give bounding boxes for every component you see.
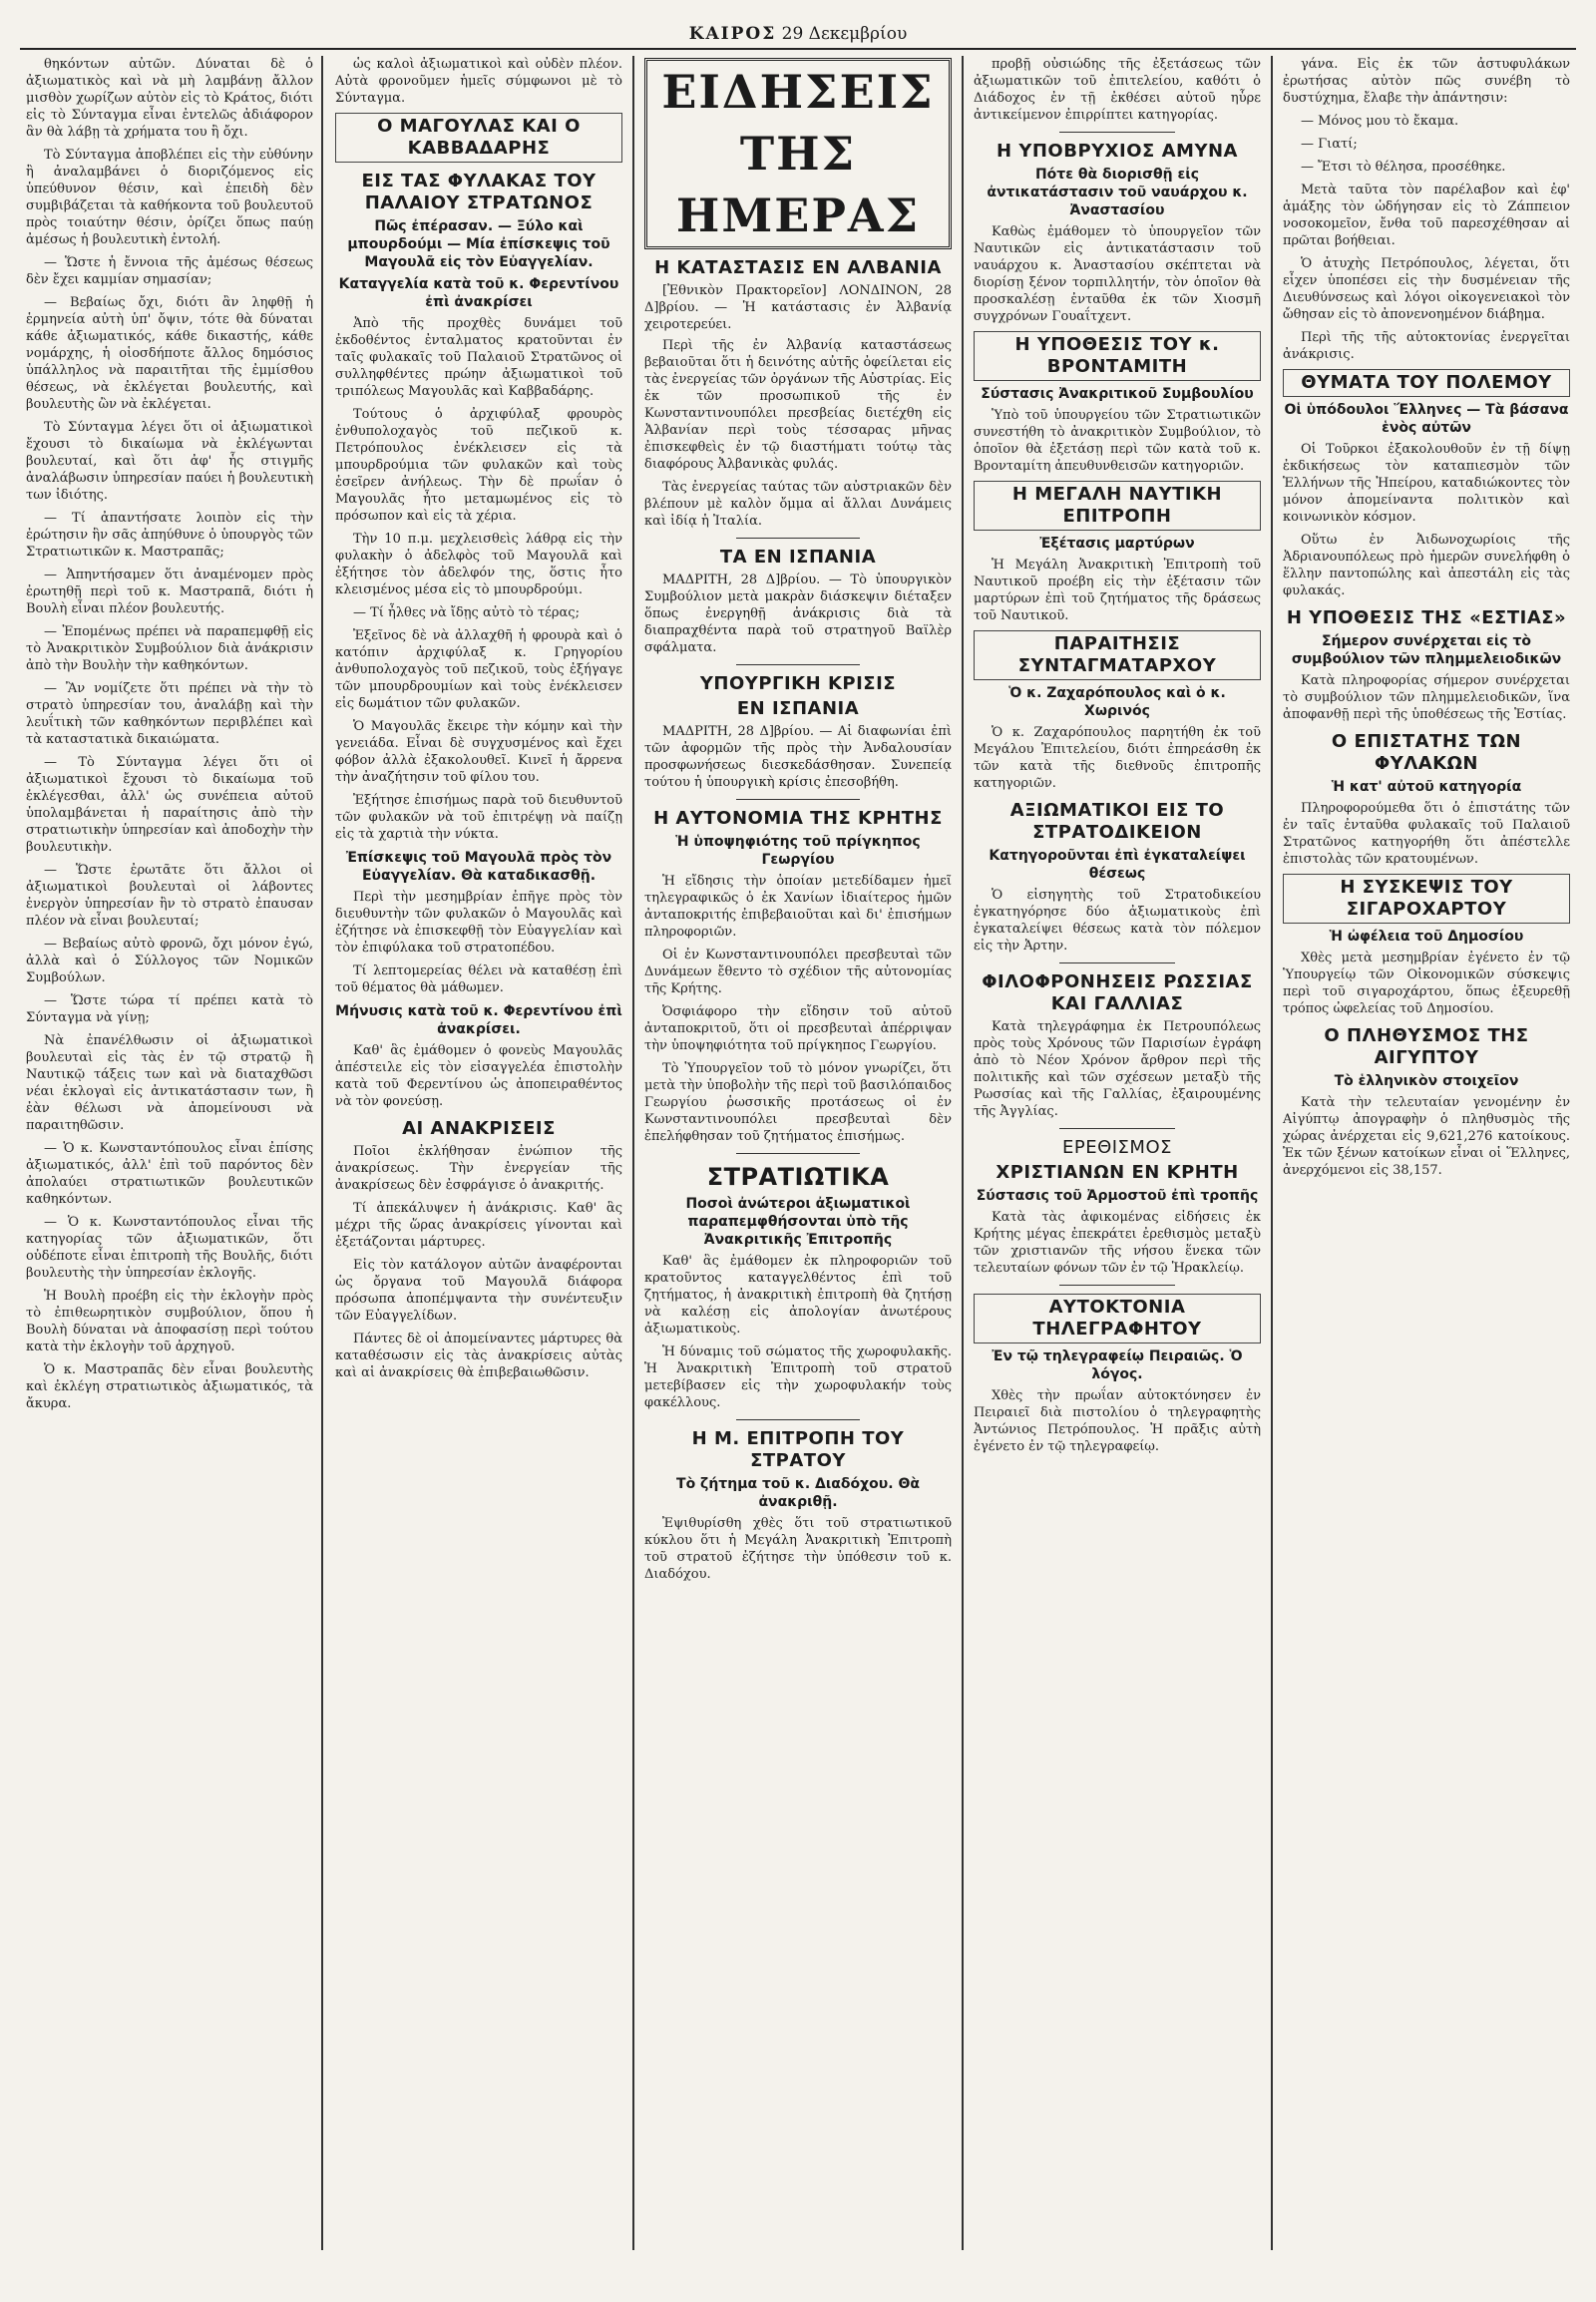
column-rule [321,56,323,2250]
headline-naval-committee: Η ΜΕΓΑΛΗ ΝΑΥΤΙΚΗ ΕΠΙΤΡΟΠΗ [974,481,1261,531]
article-paragraph: Χθὲς τὴν πρωΐαν αὐτοκτόνησεν ἐν Πειραιεῖ διὰ πιστολίου ὁ τηλεγραφητὴς Ἀντώνιος Πετρόπουλος. Ἡ πρᾶξις αὐτὴ ἐγένετο ἐν τῷ τηλεγραφείῳ. [974,1388,1261,1454]
article-paragraph: Ὀσφιάφορο τὴν εἴδησιν τοῦ αὐτοῦ ἀνταποκριτοῦ, ὅτι οἱ πρεσβευταὶ ἀπέρριψαν τὴν ὑποψηφιότητα τοῦ πρίγκηπος Γεωργίου. [644,1004,952,1053]
article-paragraph: Κατὰ τὰς ἀφικομένας εἰδήσεις ἐκ Κρήτης μέγας ἐπεκράτει ἐρεθισμὸς μεταξὺ τῶν χριστιανῶν τῆς νήσου ἕνεκα τῶν τελευταίων φόνων τῶν ἐν τῷ Ἡρακλείῳ. [974,1210,1261,1276]
section-divider [736,799,859,800]
article-paragraph: Ἐξήτησε ἐπισήμως παρὰ τοῦ διευθυντοῦ τῶν φυλακῶν νὰ τοῦ ἐπιτρέψῃ νὰ παίζῃ εἰς τὰ χαρτιὰ τὴν νύκτα. [335,793,622,842]
article-paragraph: Νὰ ἐπανέλθωσιν οἱ ἀξιωματικοὶ βουλευταὶ εἰς τὰς ἐν τῷ στρατῷ ἢ Ναυτικῷ τάξεις των καὶ νὰ διαταχθῶσι νέαι ἐκλογαὶ εἰς ἀντικατάστασιν των, ἢ ἐὰν θέλωσι νὰ ἀπομείνουσι νὰ παραιτηθῶσιν. [26,1033,313,1133]
article-paragraph: Οἱ ἐν Κωνσταντινουπόλει πρεσβευταὶ τῶν Δυνάμεων ἔθεντο τὸ σχέδιον τῆς αὐτονομίας τῆς Κρήτης. [644,948,952,996]
subheadline: Τὸ ζήτημα τοῦ κ. Διαδόχου. Θὰ ἀνακριθῇ. [676,1476,920,1510]
article-paragraph: Ἀπὸ τῆς προχθὲς δυνάμει τοῦ ἐκδοθέντος ἐνταλματος κρατοῦνται ἐν ταῖς φυλακαῖς τοῦ Παλαιοῦ Στρατῶνος οἱ συλληφθέντες πρώην ἀξιωματικοὶ τοῦ τριπόλεως Μαγουλᾶς καὶ Καββαδάρης. [335,316,622,399]
article-paragraph: Πληροφορούμεθα ὅτι ὁ ἐπιστάτης τῶν ἐν ταῖς ἐνταῦθα φυλακαῖς τοῦ Παλαιοῦ Στρατῶνος κατηγορήθη ὅτι ἀπέστελλε ἐπιστολὰς τῶν κρατουμένων. [1283,801,1570,867]
article-paragraph: Κατὰ τὴν τελευταίαν γενομένην ἐν Αἰγύπτῳ ἀπογραφὴν ὁ πληθυσμὸς τῆς χώρας ἀνέρχεται εἰς 9,621,276 κατοίκους. Ἐκ τῶν ξένων κατοίκων εἶναι οἱ Ἕλληνες, ἀνερχόμενοι εἰς 38,157. [1283,1095,1570,1178]
article-paragraph: Ποῖοι ἐκλήθησαν ἐνώπιον τῆς ἀνακρίσεως. Τὴν ἐνεργείαν τῆς ἀνακρίσεως δὲν ἐσφράγισε ὁ ἀνακριτής. [335,1144,622,1193]
headline-russia-france: ΦΙΛΟΦΡΟΝΗΣΕΙΣ ΡΩΣΣΙΑΣ ΚΑΙ ΓΑΛΛΙΑΣ [982,971,1253,1014]
subheadline: Μήνυσις κατὰ τοῦ κ. Φερεντίνου ἐπὶ ἀνακρίσει. [335,1003,622,1037]
subheadline: Καταγγελία κατὰ τοῦ κ. Φερεντίνου ἐπὶ ἀνακρίσει [338,276,619,310]
section-divider [1059,1285,1174,1286]
article-paragraph: προβῇ οὐσιώδης τῆς ἐξετάσεως τῶν ἀξιωματικῶν τοῦ ἐπιτελείου, καθότι ὁ Διάδοχος ἐν τῇ ἐκθέσει αὐτοῦ ηὗρε ἀντικείμενον ἐπιρρίπτει κατηγορίας. [974,57,1261,123]
article-paragraph: ὡς καλοὶ ἀξιωματικοὶ καὶ οὐδὲν πλέον. Αὐτὰ φρονοῦμεν ἡμεῖς σύμφωνοι μὲ τὸ Σύνταγμα. [335,57,622,106]
issue-date: 29 Δεκεμβρίου [781,24,908,44]
article-paragraph: Περὶ τῆς τῆς αὐτοκτονίας ἐνεργεῖται ἀνάκρισις. [1283,330,1570,362]
headline-egypt-population: Ο ΠΛΗΘΥΣΜΟΣ ΤΗΣ ΑΙΓΥΠΤΟΥ [1324,1025,1529,1068]
article-paragraph: Περὶ τὴν μεσημβρίαν ἐπῆγε πρὸς τὸν διευθυντὴν τῶν φυλακῶν ὁ Μαγουλᾶς καὶ ἐζήτησε νὰ ἐπισκεφθῇ τὸν Εὐαγγελίαν καὶ τὸν ἐπιφύλακα τοῦ στρατοπέδου. [335,890,622,956]
subheadline: Κατηγοροῦνται ἐπὶ ἐγκαταλείψει θέσεως [989,848,1246,882]
article-paragraph: Ἐψιθυρίσθη χθὲς ὅτι τοῦ στρατιωτικοῦ κύκλου ὅτι ἡ Μεγάλη Ἀνακριτικὴ Ἐπιτροπὴ τοῦ στρατοῦ ἐζήτησε τὴν ὑπόθεσιν τοῦ κ. Διαδόχου. [644,1516,952,1582]
article-paragraph: ΜΑΔΡΙΤΗ, 28 Δ]βρίου. — Τὸ ὑπουργικὸν Συμβούλιον μετὰ μακρὰν διάσκεψιν διέταξεν ὅπως ἐνεργηθῇ ἀνάκρισις διὰ τὰ διαπραχθέντα παρὰ τοῦ στρατηγοῦ Βαϊλὲρ σφάλματα. [644,573,952,655]
article-paragraph: — Τὸ Σύνταγμα λέγει ὅτι οἱ ἀξιωματικοὶ ἔχουσι τὸ δικαίωμα τοῦ ἐκλέγεσθαι, ἀλλ' ὡς συνέπεια αὐτοῦ ὑπολαμβάνεται ἡ παραίτησις ἀπὸ τὴν στρατιωτικὴν ὑπηρεσίαν καὶ ἀποδοχὴν τὴν βουλευτικὴν. [26,755,313,855]
subheadline: Σύστασις Ἀνακριτικοῦ Συμβουλίου [981,386,1254,402]
headline-cabinet-crisis: ΥΠΟΥΡΓΙΚΗ ΚΡΙΣΙΣ [699,673,897,694]
article-paragraph: Ὁ εἰσηγητὴς τοῦ Στρατοδικείου ἐγκατηγόρησε δύο ἀξιωματικοὺς ἐπὶ ἐγκαταλείψει θέσεως κατὰ τὸν πόλεμον εἰς τὴν Ἀρτην. [974,888,1261,954]
headline-agitation: ΕΡΕΘΙΣΜΟΣ [1061,1137,1173,1158]
column-rule [1271,56,1273,2250]
column-5 [1277,56,1576,2250]
section-banner: ΕΙΔΗΣΕΙΣ ΤΗΣ ΗΜΕΡΑΣ [644,58,952,249]
column-rule [632,56,634,2250]
article-paragraph: Ὁ κ. Ζαχαρόπουλος παρητήθη ἐκ τοῦ Μεγάλου Ἐπιτελείου, διότι ἐπηρεάσθη ἐκ τῶν κατὰ τῆς διεθνοῦς ἐπιτροπῆς κατηγοριῶν. [974,725,1261,791]
subheadline: Ἐπίσκεψις τοῦ Μαγουλᾶ πρὸς τὸν Εὐαγγελίαν. Θὰ καταδικασθῇ. [345,850,612,884]
headline-war-victims: ΘΥΜΑΤΑ ΤΟΥ ΠΟΛΕΜΟΥ [1283,369,1570,397]
headline-telegraphist-suicide: ΑΥΤΟΚΤΟΝΙΑ ΤΗΛΕΓΡΑΦΗΤΟΥ [974,1294,1261,1343]
column-1 [20,56,319,2250]
article-paragraph: Τὴν 10 π.μ. μεχλεισθεὶς λάθρᾳ εἰς τὴν φυλακὴν ὁ ἀδελφὸς τοῦ Μαγουλᾶ καὶ ἐξήτησε τὸν ἀδελφόν της, ὅστις ἦτο κλεισμένος μέσα εἰς τὸ μπουρδρούμι. [335,532,622,597]
newspaper-page [20,22,1576,2256]
article-paragraph: Τὸ Ὑπουργεῖον τοῦ τὸ μόνον γνωρίζει, ὅτι μετὰ τὴν ὑποβολὴν τῆς περὶ τοῦ βασιλόπαιδος Γεωργίου ῥωσσικῆς προτάσεως οἱ ἐν Κωνσταντινουπόλει πρεσβευταὶ δὲν ἐπελήφθησαν τοῦ ζητήματος ἐπισήμως. [644,1061,952,1144]
headline-prisons: ΕΙΣ ΤΑΣ ΦΥΛΑΚΑΣ ΤΟΥ ΠΑΛΑΙΟΥ ΣΤΡΑΤΩΝΟΣ [361,171,597,213]
subheadline: Ἐξέτασις μαρτύρων [1039,536,1195,552]
column-2 [329,56,628,2250]
section-divider [736,538,859,539]
article-paragraph: Τὸ Σύνταγμα λέγει ὅτι οἱ ἀξιωματικοὶ ἔχουσι τὸ δικαίωμα νὰ ἐκλέγωνται βουλευταί, καὶ ὅτι ἀφ' ἧς στιγμῆς ἀναλάβωσιν ὑπηρεσίαν παύει ἡ βουλευτικὴ των ἰδιότης. [26,420,313,503]
subheadline: Ἡ ὠφέλεια τοῦ Δημοσίου [1329,929,1524,945]
article-paragraph: [Ἐθνικὸν Πρακτορεῖον] ΛΟΝΔΙΝΟΝ, 28 Δ]βρίου. — Ἡ κατάστασις ἐν Ἀλβανίᾳ χειροτερεύει. [644,283,952,332]
article-paragraph: Καθ' ἃς ἐμάθομεν ὁ φονεὺς Μαγουλᾶς ἀπέστειλε εἰς τὸν εἰσαγγελέα ἐπιστολὴν κατὰ τοῦ Φερεντίνου ὡς ἀποπειραθέντος νὰ τὸν φονεύσῃ. [335,1043,622,1109]
article-paragraph: — Ἀπηντήσαμεν ὅτι ἀναμένομεν πρὸς ἐρωτηθῇ περὶ τοῦ κ. Μαστραπᾶ, διότι ἡ Βουλὴ εἶναι πλέον βουλευτής. [26,568,313,616]
article-paragraph: — Μόνος μου τὸ ἔκαμα. [1301,114,1459,129]
article-paragraph: — Ὁ κ. Κωνσταντόπουλος εἶναι ἐπίσης ἀξιωματικός, ἀλλ' ἐπὶ τοῦ παρόντος δὲν ἀπολαύει στρατιωτικῶν βουλευτικῶν καθηκόντων. [26,1141,313,1207]
headline-submarine-defence: Η ΥΠΟΒΡΥΧΙΟΣ ΑΜΥΝΑ [997,141,1238,162]
headline-vrontamitis: Η ΥΠΟΘΕΣΙΣ ΤΟΥ κ. ΒΡΟΝΤΑΜΙΤΗ [974,331,1261,381]
article-paragraph: — Ὥστε τώρα τί πρέπει κατὰ τὸ Σύνταγμα νὰ γίνῃ; [26,993,313,1025]
article-paragraph: — Γιατί; [1301,137,1358,152]
article-paragraph: Τὰς ἐνεργείας ταύτας τῶν αὐστριακῶν δὲν βλέπουν μὲ καλὸν ὄμμα αἱ ἄλλαι Δυνάμεις καὶ ἰδίᾳ ἡ Ἰταλία. [644,480,952,529]
article-paragraph: Τί λεπτομερείας θέλει νὰ καταθέσῃ ἐπὶ τοῦ θέματος θὰ μάθωμεν. [335,963,622,995]
subheadline: Σήμερον συνέρχεται εἰς τὸ συμβούλιον τῶν πλημμελειοδικῶν [1291,633,1562,667]
headline-court-martial: ΑΞΙΩΜΑΤΙΚΟΙ ΕΙΣ ΤΟ ΣΤΡΑΤΟΔΙΚΕΙΟΝ [1009,800,1225,843]
article-paragraph: Κατὰ πληροφορίας σήμερον συνέρχεται τὸ συμβούλιον τῶν πλημμελειοδικῶν, ἵνα ἀποφανθῇ περὶ τῆς ὑποθέσεως τῆς Ἑστίας. [1283,673,1570,722]
article-paragraph: — Ἂν νομίζετε ὅτι πρέπει νὰ τὴν τὸ στρατὸ ὑπηρεσίαν του, ἀναλάβῃ καὶ τὴν λευΐτικὴ τῶν καθηκόντων περιβλέπει καὶ τὰ καταστατικὰ δικαιώματα. [26,681,313,747]
article-paragraph: Ἡ Βουλὴ προέβη εἰς τὴν ἐκλογὴν πρὸς τὸ ἐπιθεωρητικὸν συμβούλιον, ὅπου ἡ Βουλὴ δύναται νὰ ἀποφασίσῃ περὶ τούτου κατὰ τὴν ἐκλογὴν τοῦ ἀρχηγοῦ. [26,1289,313,1354]
page-header [20,22,1576,50]
article-paragraph: Ὁ κ. Μαστραπᾶς δὲν εἶναι βουλευτὴς καὶ ἐκλέγη στρατιωτικὸς ἀξιωματικός, τὰ ἄκυρα. [26,1362,313,1411]
article-paragraph: Εἰς τὸν κατάλογον αὐτῶν ἀναφέρονται ὡς ὄργανα τοῦ Μαγουλᾶ διάφορα πρόσωπα ἀποπέμψαντα τὴν συνέντευξιν τῶν Εὐαγγελίδων. [335,1258,622,1324]
headline-army-committee: Η Μ. ΕΠΙΤΡΟΠΗ ΤΟΥ ΣΤΡΑΤΟΥ [691,1428,905,1471]
section-divider [736,1419,859,1420]
subheadline: Τὸ ἑλληνικὸν στοιχεῖον [1334,1073,1519,1089]
article-paragraph: Ἡ δύναμις τοῦ σώματος τῆς χωροφυλακῆς. Ἡ Ἀνακριτικὴ Ἐπιτροπὴ τοῦ στρατοῦ μετεβίβασεν εἰς τὴν χωροφυλακήν τοὺς φακέλλους. [644,1344,952,1410]
article-paragraph: Καθ' ἃς ἐμάθομεν ἐκ πληροφοριῶν τοῦ κρατοῦντος καταγγελθέντος ἐπὶ τοῦ ζητήματος, ἡ ἀνακριτικὴ ἐπιτροπὴ θὰ ζητήσῃ νὰ καλέσῃ εἰς ἀπολογίαν ἀνωτέρους ἀξιωματικοὺς. [644,1254,952,1337]
section-divider [1059,132,1174,133]
section-divider [736,664,859,665]
headline-cigarette-paper: Η ΣΥΣΚΕΨΙΣ ΤΟΥ ΣΙΓΑΡΟΧΑΡΤΟΥ [1283,874,1570,924]
article-paragraph: Ἐξεῖνος δὲ νὰ ἀλλαχθῆ ἡ φρουρὰ καὶ ὁ κατόπιν ἀρχιφύλαξ κ. Γρηγορίου ἀνθυπολοχαγὸς τοῦ πεζικοῦ, τοὺς ἐξήγαγε τῶν μπουρδρουμίων καὶ τοὺς ἐνέκλεισεν εἰς δωμάτιον τῶν φυλακῶν. [335,628,622,711]
article-paragraph: γάνα. Εἰς ἐκ τῶν ἀστυφυλάκων ἐρωτήσας αὐτὸν πῶς συνέβη τὸ δυστύχημα, ἔλαβε τὴν ἀπάντησιν: [1283,57,1570,106]
article-paragraph: — Τί ἀπαντήσατε λοιπὸν εἰς τὴν ἐρώτησιν ἣν σᾶς ἀπηύθυνε ὁ ὑπουργὸς τῶν Στρατιωτικῶν κ. Μαστραπᾶς; [26,511,313,560]
headline-colonel-resignation: ΠΑΡΑΙΤΗΣΙΣ ΣΥΝΤΑΓΜΑΤΑΡΧΟΥ [974,630,1261,680]
headline-estia-case: Η ΥΠΟΘΕΣΙΣ ΤΗΣ «ΕΣΤΙΑΣ» [1286,607,1567,628]
article-paragraph: Πάντες δὲ οἱ ἀπομείναντες μάρτυρες θὰ καταθέσωσιν εἰς τὰς ἀνακρίσεις αὐτὰς καὶ αἱ ἀνακρίσεις θὰ ἐπιβεβαιωθῶσιν. [335,1332,622,1380]
article-paragraph: Καθὼς ἐμάθομεν τὸ ὑπουργεῖον τῶν Ναυτικῶν εἰς ἀντικατάστασιν τοῦ ναυάρχου κ. Ἀναστασίου σκέπτεται νὰ διορίσῃ ξένον τορπιλλητήν, τὸν ὁποῖον θὰ προσκαλέσῃ ἐνταῦθα ἐκ τῶν Χιοσμῆ συγχρόνων Γουαΐτχεντ. [974,224,1261,324]
headline-military: ΣΤΡΑΤΙΩΤΙΚΑ [706,1163,890,1191]
subheadline: Ἡ ὑποψηφιότης τοῦ πρίγκηπος Γεωργίου [675,834,921,868]
subheadline: Οἱ ὑπόδουλοι Ἕλληνες — Τὰ βάσανα ἑνὸς αὐτῶν [1284,402,1569,436]
article-paragraph: — Βεβαίως ὄχι, διότι ἂν ληφθῇ ἡ ἑρμηνεία αὐτὴ ὑπ' ὄψιν, τότε θὰ δύναται κάθε ἀξιωματικός, κάθε δικαστής, κάθε νομάρχης, ἡ οἱοσδήποτε ἄλλος δημόσιος ὑπάλληλος νὰ παραιτῆται τῆς ἐμμίσθου θέσεως, νὰ ἐκλέγεται βουλευτής, καὶ βουλευτὴς ὢν νὰ ἐκλέγεται. [26,295,313,412]
article-paragraph: Περὶ τῆς ἐν Ἀλβανίᾳ καταστάσεως βεβαιοῦται ὅτι ἡ δεινότης αὐτῆς ὀφείλεται εἰς τὰς ἐνεργείας τῶν ὀργάνων τῆς Αὐστρίας. Εἰς ἐκ τῶν προσωπικοῦ τῆς ἐν Κωνσταντινουπόλει πρεσβείας διετέχθη εἰς Ἀλβανίαν περὶ τοὺς τέσσαρας μῆνας ἐπισκεφθεὶς ἐν τῷ διαστήματι τούτῳ τὰς διαφόρους Ἀλβανικὰς φυλάς. [644,338,952,472]
headline-spain: ΤΑ ΕΝ ΙΣΠΑΝΙΑ [719,547,877,568]
article-paragraph: Κατὰ τηλεγράφημα ἐκ Πετρουπόλεως πρὸς τοὺς Χρόνους τῶν Παρισίων ἐγράφη ἀπὸ τὸ Νέον Χρόνον ἄρθρον περὶ τῆς πολιτικῆς καὶ τῶν σχέσεων μεταξὺ τῆς Ρωσσίας καὶ τῆς Γαλλίας, ἐξαιρουμένης τῆς Ἀγγλίας. [974,1019,1261,1119]
headline-prison-warden: Ο ΕΠΙΣΤΑΤΗΣ ΤΩΝ ΦΥΛΑΚΩΝ [1331,731,1522,774]
headline-albania: Η ΚΑΤΑΣΤΑΣΙΣ ΕΝ ΑΛΒΑΝΙΑ [654,257,942,278]
section-divider [1059,962,1174,963]
subheadline: Σύστασις τοῦ Ἀρμοστοῦ ἐπὶ τροπῆς [976,1188,1259,1204]
article-paragraph: Τούτους ὁ ἀρχιφύλαξ φρουρὸς ἐνθυπολοχαγὸς τοῦ πεζικοῦ κ. Πετρόπουλος ἐνέκλεισεν εἰς τὰ μπουρδρούμια τῶν φυλακῶν καὶ τοὺς ἐσεῖρεν ἀνήλεως. Τὴν δὲ πρωΐαν ὁ Μαγουλᾶς ἦτο μεταμωμένος εἰς τὸ πρόσωπον καὶ εἰς τὰ χέρια. [335,407,622,524]
headline-crete: Η ΑΥΤΟΝΟΜΙΑ ΤΗΣ ΚΡΗΤΗΣ [653,808,943,829]
article-paragraph: Ἡ Μεγάλη Ἀνακριτικὴ Ἐπιτροπὴ τοῦ Ναυτικοῦ προέβη εἰς τὴν ἐξέτασιν τῶν μαρτύρων ἐπὶ τοῦ ζητήματος τῆς δράσεως τοῦ Ναυτικοῦ. [974,558,1261,623]
article-paragraph: θηκόντων αὐτῶν. Δύναται δὲ ὁ ἀξιωματικὸς καὶ νὰ μὴ λαμβάνῃ ἄλλον μισθὸν χωρίζων αὐτὸν εἰς τὸ Κράτος, διότι εἰς τὸ Σύνταγμα εἶναι ἐντελῶς ἀδιάφορον ἂν θὰ λάβῃ τὰ χρήματα του ἢ ὄχι. [26,57,313,140]
article-paragraph: — Τί ἦλθες νὰ ἴδῃς αὐτὸ τὸ τέρας; [353,605,580,620]
subheadline: Πότε θὰ διορισθῇ εἰς ἀντικατάστασιν τοῦ ναυάρχου κ. Ἀναστασίου [987,167,1248,218]
article-paragraph: Ἡ εἴδησις τὴν ὁποίαν μετεδίδαμεν ἡμεῖ τηλεγραφικῶς ὁ ἐκ Χανίων ἰδιαίτερος ἡμῶν ἀνταποκριτής ἐπιβεβαιοῦται καὶ δι' ἐπισήμων πληροφοριῶν. [644,874,952,940]
article-paragraph: — Ὥστε ἡ ἔννοια τῆς ἀμέσως θέσεως δὲν ἔχει καμμίαν σημασίαν; [26,255,313,287]
column-rule [962,56,964,2250]
column-3 [638,56,958,2250]
article-paragraph: Τὸ Σύνταγμα ἀποβλέπει εἰς τὴν εὐθύνην ἢ ἀναλαμβάνει ὁ διοριζόμενος εἰς ὑπεύθυνον θέσιν, καὶ ἐπειδὴ δὲν συμβιβάζεται τὰ καθήκοντα τοῦ βουλευτοῦ πρὸς τοιαύτην θέσιν, ὁρίζει ὅπως παύῃ ἀμέσως ἡ βουλευτικὴ ἐντολή. [26,148,313,247]
subheadline: Ἐν τῷ τηλεγραφείῳ Πειραιῶς. Ὁ λόγος. [992,1348,1243,1382]
section-divider [1059,1128,1174,1129]
subheadline: Ὁ κ. Ζαχαρόπουλος καὶ ὁ κ. Χωρινός [1008,685,1226,719]
headline-investigations: ΑΙ ΑΝΑΚΡΙΣΕΙΣ [402,1118,556,1139]
article-paragraph: — Βεβαίως αὐτὸ φρονῶ, ὄχι μόνον ἐγώ, ἀλλὰ καὶ ὁ Σύλλογος τῶν Νομικῶν Συμβούλων. [26,937,313,985]
article-paragraph: ΜΑΔΡΙΤΗ, 28 Δ]βρίου. — Αἱ διαφωνίαι ἐπὶ τῶν ἀφορμῶν τῆς πρὸς τὴν Ἀνδαλουσίαν προσφωνήσεως διεσκεδάσθησαν. Συνεπείᾳ τούτου ἡ ὑπουργικὴ κρίσις ἐπεσοβήθη. [644,724,952,790]
headline-christians-crete: ΧΡΙΣΤΙΑΝΩΝ ΕΝ ΚΡΗΤΗ [996,1162,1239,1183]
article-paragraph: — Ἔτσι τὸ θέλησα, προσέθηκε. [1301,160,1506,175]
subheadline: Ποσοὶ ἀνώτεροι ἀξιωματικοὶ παραπεμφθήσονται ὑπὸ τῆς Ἀνακριτικῆς Ἐπιτροπῆς [685,1196,911,1248]
article-paragraph: Μετὰ ταῦτα τὸν παρέλαβον καὶ ἐφ' ἁμάξης τὸν ὡδήγησαν εἰς τὸ Ζάππειον νοσοκομεῖον, ἔνθα τοῦ παρεσχέθησαν αἱ πρῶται βοήθειαι. [1283,183,1570,248]
article-paragraph: Οἱ Τοῦρκοι ἐξακολουθοῦν ἐν τῇ δίψῃ ἐκδικήσεως τὸν καταπιεσμὸν τῶν Ἑλλήνων τῆς Ἠπείρου, καταδιώκοντες τὸν μόνον ἀπομείναντα πολιτικὸν καὶ κοινωνικὸν κόσμον. [1283,442,1570,525]
article-paragraph: — Ὁ κ. Κωνσταντόπουλος εἶναι τῆς κατηγορίας τῶν ἀξιωματικῶν, ὅτι οὐδέποτε εἶναι ἐπιτροπὴ τῆς Βουλῆς, διότι βουλευτὴς τὴν ὑπηρεσίαν ἐκλογῆς. [26,1215,313,1281]
article-paragraph: Ὁ ἀτυχὴς Πετρόπουλος, λέγεται, ὅτι εἶχεν ὑποπέσει εἰς τὴν δυσμένειαν τῆς Διευθύνσεως καὶ λόγοι οἰκογενειακοὶ τὸν ὤθησαν εἰς τὸ ἀπονενοημένον διάβημα. [1283,256,1570,322]
article-paragraph: Τί ἀπεκάλυψεν ἡ ἀνάκρισις. Καθ' ἃς μέχρι τῆς ὥρας ἀνακρίσεις γίνονται καὶ ἐξετάζονται μάρτυρες. [335,1201,622,1250]
article-paragraph: Ὁ Μαγουλᾶς ἔκειρε τὴν κόμην καὶ τὴν γενειάδα. Εἶναι δὲ συγχυσμένος καὶ ἔχει φόβον ἀλλὰ ἐξακολουθεῖ. Κινεῖ ἡ ἄρρενα τὴν ἀναζήτησιν τοῦ φίλου του. [335,719,622,785]
column-4 [968,56,1267,2250]
section-divider [736,1153,859,1154]
headline-cabinet-crisis-sub: ΕΝ ΙΣΠΑΝΙΑ [736,698,860,719]
article-paragraph: Οὕτω ἐν Ἀιδωνοχωρίοις τῆς Ἀδριανουπόλεως πρὸ ἡμερῶν συνελήφθη ὁ ἕλλην παντοπώλης καὶ ἀπεστάλη εἰς τὰς φυλακάς. [1283,533,1570,598]
article-paragraph: — Ὥστε ἐρωτᾶτε ὅτι ἄλλοι οἱ ἀξιωματικοὶ βουλευταὶ οἱ λάβοντες ἐνεργὸν ὑπηρεσίαν ἢν τὸ στρατὸ ἐπαυσαν πλέον νὰ εἶναι βουλευταί; [26,863,313,929]
article-paragraph: Χθὲς μετὰ μεσημβρίαν ἐγένετο ἐν τῷ Ὑπουργείῳ τῶν Οἰκονομικῶν σύσκεψις περὶ τοῦ σιγαροχάρτου, ὅπως ἐξευρεθῇ τρόπος ὠφελείας τοῦ Δημοσίου. [1283,951,1570,1016]
newspaper-name: ΚΑΙΡΟΣ [688,24,777,44]
article-paragraph: — Ἐπομένως πρέπει νὰ παραπεμφθῇ εἰς τὸ Ἀνακριτικὸν Συμβούλιον διὰ ἀνάκρισιν ἀπὸ τὴν Βουλὴν τὴν καθηκόντων. [26,624,313,673]
headline-magoulas: Ο ΜΑΓΟΥΛΑΣ ΚΑΙ Ο ΚΑΒΒΑΔΑΡΗΣ [335,113,622,163]
subheadline: Ἡ κατ' αὐτοῦ κατηγορία [1331,779,1522,795]
subheadline: Πῶς ἐπέρασαν. — Ξύλο καὶ μπουρδούμι — Μία ἐπίσκεψις τοῦ Μαγουλᾶ εἰς τὸν Εὐαγγελίαν. [347,218,610,270]
article-paragraph: Ὑπὸ τοῦ ὑπουργείου τῶν Στρατιωτικῶν συνεστήθη τὸ ἀνακριτικὸν Συμβούλιον, τὸ ὁποῖον θὰ ἐξετάσῃ περὶ τῶν κατὰ τοῦ κ. Βρονταμίτη ἀπευθυνθεισῶν κατηγοριῶν. [974,408,1261,474]
